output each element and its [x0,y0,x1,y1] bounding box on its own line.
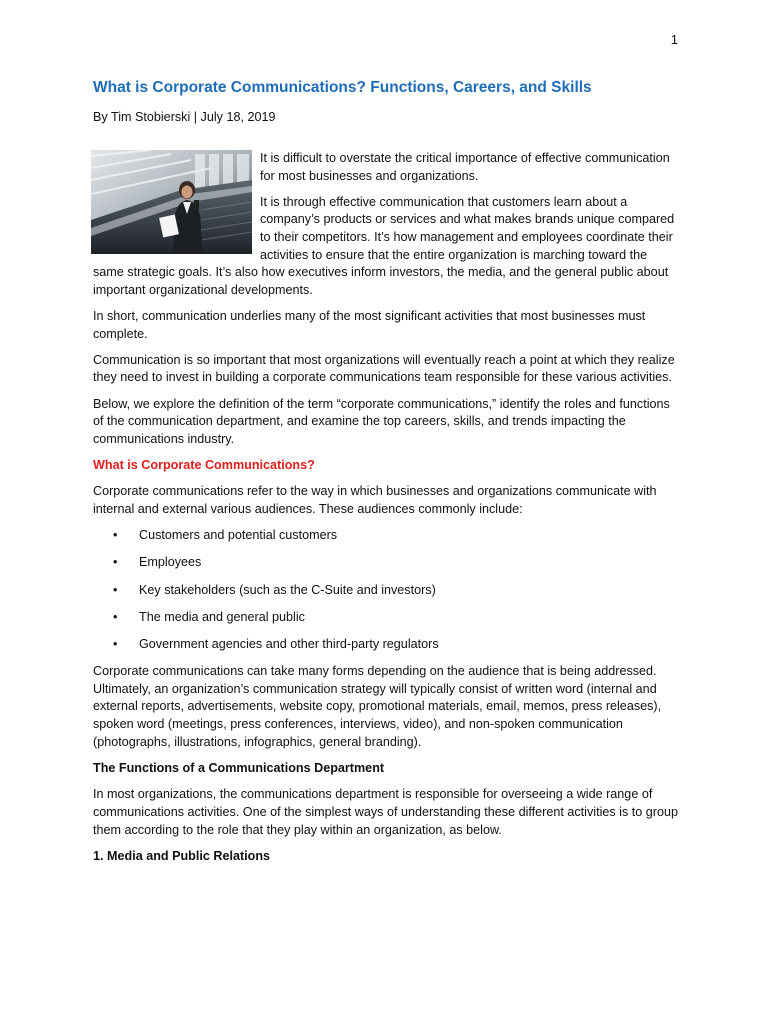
bullet-icon: • [113,555,118,570]
section-heading-functions: The Functions of a Communications Department [93,760,385,775]
intro-paragraph-2: It is through effective communication that customers learn about a company’s products or services and what makes brands unique compared to their competitors. It’s how management and employees coordinate their activities to ensure that the entire organization is marching toward the same strategic goals. It’s also how executives inform investors, the media, and the general public about important organizational developments. [93,194,675,297]
list-item-text: Customers and potential customers [139,528,338,543]
list-item-text: The media and general public [139,609,305,624]
bullet-icon: • [113,609,118,624]
intro-paragraph-3: In short, communication underlies many of the most significant activities that most businesses must complete. [93,308,646,341]
intro-paragraph-4: Communication is so important that most organizations will eventually reach a point at which they realize they need to invest in building a corporate communications team responsible for these various activities. [93,352,675,385]
functions-paragraph: In most organizations, the communications department is responsible for overseeing a wide range of communications activities. One of the simplest ways of understanding these different activities is to group them according to the role that they play within an organization, as below. [93,787,678,837]
list-item [93,527,681,545]
list-item [93,554,681,572]
audience-list [93,527,681,653]
bullet-icon: • [113,637,118,651]
section-heading-what-is: What is Corporate Communications? [93,457,315,472]
forms-paragraph: Corporate communications can take many forms depending on the audience that is being addressed. Ultimately, an organization’s communication strategy will typically consist of written word (internal and external reports, advertisements, website copy, promotional materials, email, memos, press releases), spoken word (meetings, press conferences, interviews, video), and non-spoken communication (photographs, illustrations, infographics, general branding). [93,664,662,749]
section-intro-paragraph: Corporate communications refer to the way in which businesses and organizations communicate with internal and external various audiences. These audiences commonly include: [93,484,657,517]
article-body [93,78,681,874]
list-item-text: Key stakeholders (such as the C-Suite and investors) [139,582,436,597]
list-item-text: Employees [139,555,202,570]
subheading-media-pr: 1. Media and Public Relations [93,848,271,863]
list-item [93,636,681,654]
intro-paragraph-1: It is difficult to overstate the critical importance of effective communication for most businesses and organizations. [260,151,670,183]
intro-paragraph-5: Below, we explore the definition of the term “corporate communications,” identify the roles and functions of the communication department, and examine the top careers, skills, and trends impacting the communications industry. [93,396,670,446]
list-item [93,582,681,600]
photo-illustration [91,150,252,254]
list-item [93,609,681,627]
article-byline: By Tim Stobierski | July 18, 2019 [93,110,276,124]
article-title: What is Corporate Communications? Functions, Careers, and Skills [93,79,592,96]
page-number: 1 [670,32,678,47]
bullet-icon: • [113,582,118,597]
bullet-icon: • [113,528,118,543]
businesswoman-escalator-photo [91,150,252,254]
list-item-text: Government agencies and other third-party regulators [139,637,439,651]
